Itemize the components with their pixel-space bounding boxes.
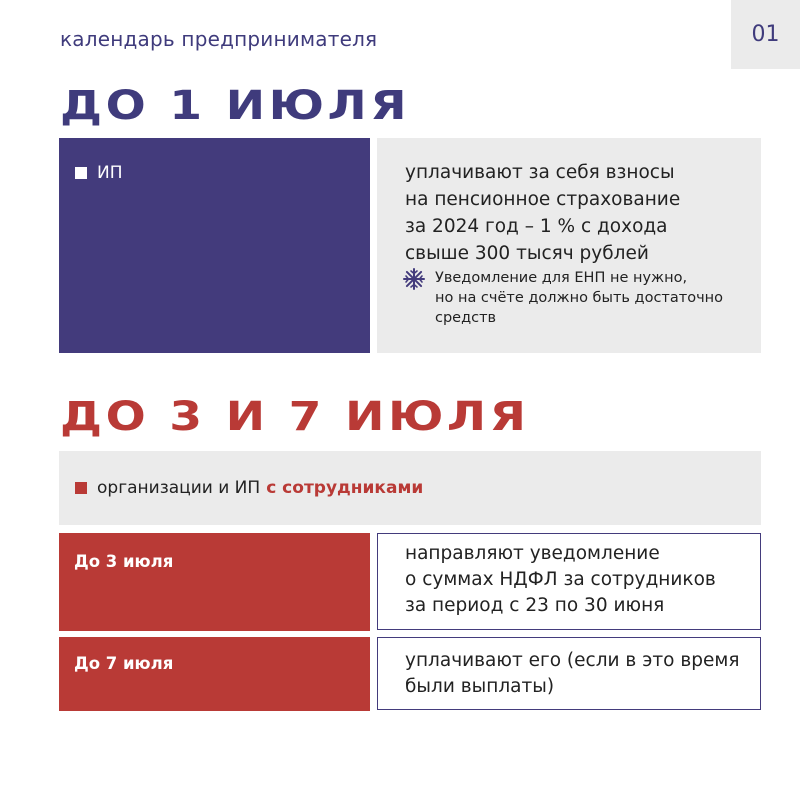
section1-who-label: ИП — [97, 163, 123, 183]
section1-text-line: на пенсионное страхование — [405, 189, 681, 210]
bullet-square-icon — [75, 167, 87, 179]
note-line: средств — [435, 310, 497, 326]
section2-who — [75, 478, 423, 498]
section1-text — [405, 159, 735, 267]
section2-who-plain: организации и ИП — [97, 478, 261, 498]
snowflake-icon — [403, 268, 425, 290]
deadline-date-panel — [59, 533, 370, 631]
deadline-date-panel — [59, 637, 370, 711]
note-line: но на счёте должно быть достаточно — [435, 290, 723, 306]
page-subtitle: календарь предпринимателя — [60, 27, 378, 51]
deadline-date: До 3 июля — [74, 552, 174, 571]
deadline-text — [405, 541, 750, 619]
deadline-text-line: уплачивают его (если в это время — [405, 650, 740, 671]
note-line: Уведомление для ЕНП не нужно, — [435, 270, 688, 286]
section1-note — [403, 268, 755, 328]
deadline-text-line: о суммах НДФЛ за сотрудников — [405, 569, 716, 590]
section1-text-line: за 2024 год – 1 % с дохода — [405, 216, 668, 237]
deadline-text-line: направляют уведомление — [405, 543, 660, 564]
deadline-text-line: за период с 23 по 30 июня — [405, 595, 665, 616]
section2-heading: ДО 3 И 7 ИЮЛЯ — [60, 394, 530, 440]
page-number: 01 — [731, 0, 800, 69]
section1-who — [75, 163, 123, 183]
bullet-square-icon — [75, 482, 87, 494]
section1-note-text — [435, 268, 755, 328]
deadline-date: До 7 июля — [74, 654, 174, 673]
section1-text-line: уплачивают за себя взносы — [405, 162, 675, 183]
deadline-text-line: были выплаты) — [405, 676, 555, 697]
section1-heading: ДО 1 ИЮЛЯ — [60, 83, 411, 129]
section1-text-line: свыше 300 тысяч рублей — [405, 243, 649, 264]
deadline-text — [405, 648, 750, 700]
section2-who-accent: с сотрудниками — [266, 478, 424, 498]
